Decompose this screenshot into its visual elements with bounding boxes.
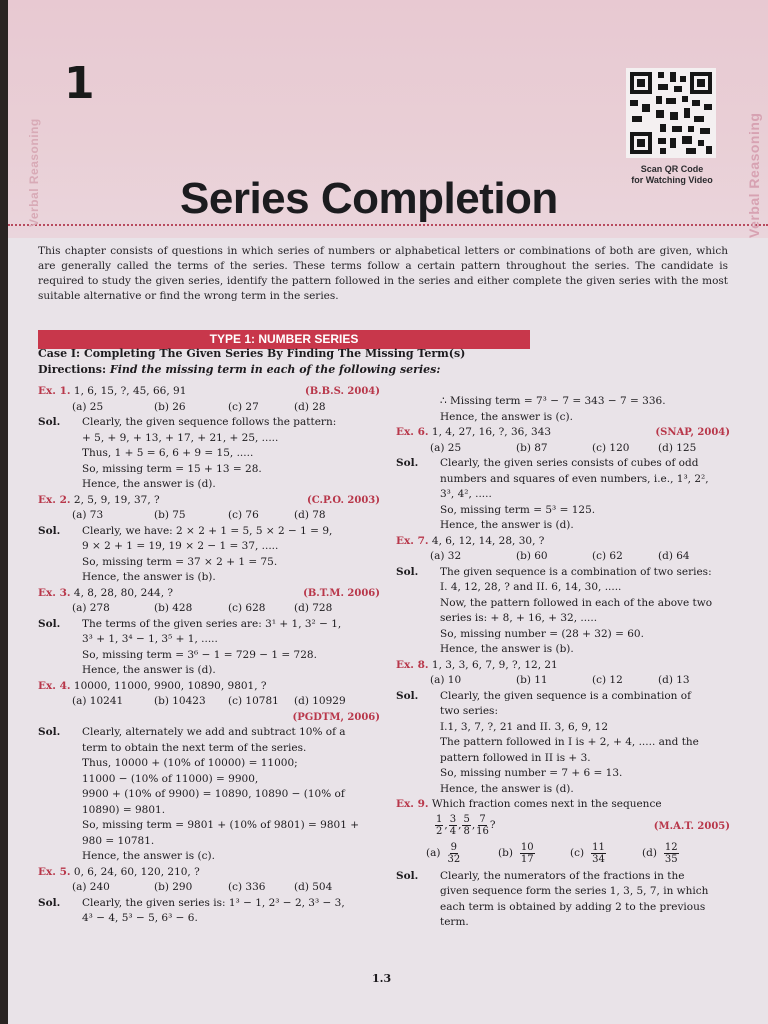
answer-option: (c) 12	[592, 674, 623, 686]
fraction	[664, 842, 679, 865]
solution-text: pattern followed in II is + 3.	[440, 751, 591, 764]
header-divider	[8, 224, 768, 226]
answer-option: (d) 125	[658, 441, 697, 454]
solution-line	[38, 415, 380, 431]
page-number: 1.3	[372, 972, 392, 985]
solution-label: Sol.	[38, 617, 61, 630]
solution-step	[396, 900, 730, 916]
solution-step	[38, 741, 380, 757]
question-mark: ?	[489, 818, 496, 831]
qr-code-icon[interactable]	[626, 68, 716, 158]
answer-option: (d) 13	[658, 674, 690, 686]
answer-option: (b) 428	[154, 602, 193, 614]
fraction-numerator: 3	[449, 814, 457, 825]
solution-line	[38, 725, 380, 741]
fraction-numerator: 7	[479, 814, 486, 825]
solution-step	[396, 704, 730, 720]
solution-text: series is: + 8, + 16, + 32, .....	[440, 612, 598, 624]
solution-step	[396, 642, 730, 658]
solution-text: Clearly, the given series is: 1³ − 1, 2³ − 2, 3³ − 3,	[82, 896, 345, 909]
solution-step	[38, 446, 380, 462]
fraction-numerator: 5	[463, 814, 470, 825]
example-label: Ex. 2.	[38, 493, 71, 506]
solution-step	[38, 570, 380, 586]
example-label: Ex. 7.	[396, 534, 429, 547]
solution-step	[38, 756, 380, 772]
answer-option: (c) 76	[228, 509, 259, 521]
fraction-numerator: 10	[520, 842, 534, 853]
solution-text: Thus, 10000 + (10% of 10000) = 11000;	[82, 757, 298, 769]
fraction-denominator: 8	[463, 826, 470, 837]
solution-label: Sol.	[396, 869, 419, 882]
solution-text: 4³ − 4, 5³ − 5, 6³ − 6.	[82, 912, 198, 924]
solution-step	[38, 663, 380, 679]
fraction-denominator: 35	[664, 854, 678, 865]
solution-step	[396, 735, 730, 751]
solution-line	[396, 565, 730, 581]
solution-text: So, missing number = 7 + 6 = 13.	[440, 767, 623, 779]
answer-option: (b) 10423	[154, 695, 206, 707]
solution-step	[38, 834, 380, 850]
fraction	[591, 842, 606, 865]
fraction-sequence: $\frac{1}{2}$ , $\frac{3}{4}$ , $\frac{5}{8}$ , $\frac{7}{16}$ ? (M.A.T. 2005)	[436, 814, 730, 837]
answer-option: (a) 25	[72, 400, 104, 413]
example-question	[396, 658, 730, 674]
solution-text: Hence, the answer is (d).	[82, 478, 216, 490]
solution-step	[38, 911, 380, 927]
solution-step	[396, 884, 730, 900]
solution-text: + 5, + 9, + 13, + 17, + 21, + 25, .....	[82, 431, 279, 444]
case-heading: Case I: Completing The Given Series By Finding The Missing Term(s)	[38, 347, 466, 360]
solution-text: Clearly, the given sequence is a combination of	[440, 689, 691, 702]
solution-text: So, missing term = 5³ = 125.	[440, 503, 596, 516]
solution-step	[396, 503, 730, 519]
solution-label: Sol.	[396, 565, 419, 578]
example-question	[396, 797, 730, 813]
solution-text: Clearly, the numerators of the fractions in the	[440, 869, 685, 882]
solution-label: Sol.	[396, 457, 419, 469]
side-label-right: Verbal Reasoning	[746, 112, 762, 238]
solution-text: Clearly, the given sequence follows the pattern:	[82, 416, 337, 428]
fraction-denominator: 2	[436, 826, 443, 837]
example-question	[38, 493, 380, 509]
source-reference: (B.T.M. 2006)	[303, 587, 380, 599]
answer-options	[38, 694, 380, 710]
answer-options	[38, 508, 380, 524]
solution-label: Sol.	[38, 524, 61, 537]
option-label: (d)	[642, 846, 657, 859]
fraction-denominator: 16	[476, 826, 489, 837]
solution-step	[38, 462, 380, 478]
solution-text: given sequence form the series 1, 3, 5, 7, in which	[440, 885, 709, 897]
solution-text: 9 × 2 + 1 = 19, 19 × 2 − 1 = 37, .....	[82, 540, 279, 552]
example-label: Ex. 4.	[38, 679, 71, 692]
example-series: 1, 6, 15, ?, 45, 66, 91	[73, 385, 187, 397]
solution-text: Now, the pattern followed in each of the above two	[440, 596, 713, 609]
answer-option: (a) 32	[430, 550, 462, 562]
answer-option: (c) 10781	[228, 695, 279, 707]
solution-text: Hence, the answer is (c).	[440, 410, 573, 423]
book-page	[8, 0, 768, 1024]
solution-line	[38, 524, 380, 540]
fraction-denominator: 4	[449, 826, 457, 837]
example-label: Ex. 5.	[38, 865, 71, 878]
solution-step	[396, 410, 730, 426]
example-label: Ex. 8.	[396, 658, 429, 671]
chapter-title: Series Completion	[180, 174, 558, 223]
answer-options	[396, 549, 730, 565]
example-series: 10000, 11000, 9900, 10890, 9801, ?	[73, 679, 267, 692]
solution-text: Hence, the answer is (c).	[82, 850, 215, 862]
solution-step	[38, 648, 380, 664]
solution-text: 9900 + (10% of 9900) = 10890, 10890 − (10% of	[82, 788, 345, 800]
solution-step	[38, 849, 380, 865]
solution-step	[38, 632, 380, 648]
answer-option: (b) 290	[154, 881, 193, 893]
answer-option	[498, 842, 570, 865]
fraction-numerator: 11	[592, 842, 605, 853]
answer-options	[396, 839, 730, 869]
solution-line	[396, 456, 730, 472]
qr-caption-line2: for Watching Video	[631, 175, 713, 185]
answer-options	[396, 441, 730, 457]
solution-line	[396, 869, 730, 885]
answer-option: (b) 11	[516, 674, 548, 686]
answer-option	[570, 842, 642, 865]
solution-step	[396, 472, 730, 488]
example-label: Ex. 1.	[38, 385, 71, 397]
example-series: 4, 6, 12, 14, 28, 30, ?	[431, 534, 545, 547]
example-series: Which fraction comes next in the sequence	[431, 798, 662, 810]
solution-label: Sol.	[38, 726, 61, 738]
answer-option: (b) 87	[516, 441, 548, 454]
example-question	[38, 679, 380, 695]
answer-option: (a) 240	[72, 881, 110, 893]
solution-text: So, missing number = (28 + 32) = 60.	[440, 627, 644, 640]
directions	[38, 362, 738, 377]
fraction	[447, 842, 460, 865]
answer-option: (d) 78	[294, 509, 326, 521]
solution-step	[38, 539, 380, 555]
answer-option: (c) 336	[228, 881, 266, 893]
example-series: 1, 3, 3, 6, 7, 9, ?, 12, 21	[431, 658, 558, 671]
example-question	[38, 865, 380, 881]
option-label: (b)	[498, 846, 513, 859]
solution-step	[396, 782, 730, 798]
example-series: 0, 6, 24, 60, 120, 210, ?	[73, 865, 200, 878]
example-label: Ex. 6.	[396, 426, 429, 438]
answer-option: (c) 27	[228, 400, 259, 413]
fraction	[520, 842, 535, 865]
qr-caption	[612, 164, 732, 186]
solution-step	[396, 487, 730, 503]
example-question	[38, 384, 380, 400]
solution-text: Hence, the answer is (b).	[82, 571, 216, 583]
solution-text: The terms of the given series are: 3¹ + 1, 3² − 1,	[82, 617, 342, 630]
fraction	[476, 814, 489, 837]
source-line	[38, 710, 380, 726]
solution-step	[396, 611, 730, 627]
solution-step	[38, 803, 380, 819]
solution-step	[396, 596, 730, 612]
answer-option	[642, 842, 714, 865]
example-label: Ex. 9.	[396, 798, 429, 810]
solution-text: Clearly, we have: 2 × 2 + 1 = 5, 5 × 2 − 1 = 9,	[82, 524, 333, 537]
solution-text: So, missing term = 15 + 13 = 28.	[82, 462, 262, 475]
solution-step	[38, 818, 380, 834]
example-series: 1, 4, 27, 16, ?, 36, 343	[431, 426, 552, 438]
answer-options	[38, 880, 380, 896]
solution-step	[38, 772, 380, 788]
solution-text: 11000 − (10% of 11000) = 9900,	[82, 772, 259, 785]
answer-option: (c) 62	[592, 550, 623, 562]
solution-text: So, missing term = 37 × 2 + 1 = 75.	[82, 555, 278, 568]
solution-text: Hence, the answer is (d).	[440, 519, 574, 531]
solution-text: Clearly, the given series consists of cubes of odd	[440, 457, 699, 469]
option-label: (c)	[570, 846, 585, 859]
solution-text: I. 4, 12, 28, ? and II. 6, 14, 30, .....	[440, 581, 622, 593]
example-question	[396, 534, 730, 550]
source-reference: (M.A.T. 2005)	[653, 820, 730, 832]
solution-step	[38, 431, 380, 447]
solution-label: Sol.	[38, 896, 61, 909]
example-series: 4, 8, 28, 80, 244, ?	[73, 586, 174, 599]
solution-text: So, missing term = 3⁶ − 1 = 729 − 1 = 728.	[82, 648, 317, 661]
answer-option: (d) 728	[294, 602, 333, 614]
solution-text: 3³ + 1, 3⁴ − 1, 3⁵ + 1, .....	[82, 633, 218, 645]
intro-paragraph: This chapter consists of questions in which series of numbers or alphabetical letters or combinations of both are given, which are generally called the terms of the series. These terms follow a certain pattern throughout the series. The candidate is required to study the given series, identify the pattern followed in the series and either complete the given series with the most suitable alternative or find the wrong term in the series.	[38, 245, 728, 302]
solution-line	[396, 689, 730, 705]
solution-step	[396, 751, 730, 767]
answer-option: (d) 10929	[294, 695, 346, 707]
solution-text: numbers and squares of even numbers, i.e., 1³, 2²,	[440, 472, 709, 485]
answer-option: (a) 10	[430, 674, 462, 686]
fraction-numerator: 9	[450, 842, 457, 853]
answer-option: (b) 75	[154, 509, 186, 521]
answer-options	[38, 400, 380, 416]
source-reference: (C.P.O. 2003)	[307, 494, 380, 506]
solution-step	[38, 787, 380, 803]
solution-text: I.1, 3, 7, ?, 21 and II. 3, 6, 9, 12	[440, 720, 609, 733]
example-question	[396, 425, 730, 441]
solution-label: Sol.	[38, 416, 61, 428]
option-label: (a)	[426, 846, 441, 859]
answer-option: (a) 10241	[72, 695, 124, 707]
solution-text: each term is obtained by adding 2 to the previous	[440, 900, 706, 913]
solution-line	[38, 896, 380, 912]
answer-option: (d) 64	[658, 550, 690, 562]
source-reference: (B.B.S. 2004)	[305, 386, 380, 397]
example-question	[38, 586, 380, 602]
solution-text: 10890) = 9801.	[82, 803, 166, 816]
solution-label: Sol.	[396, 689, 419, 702]
answer-option: (b) 26	[154, 400, 186, 413]
fraction	[462, 814, 470, 837]
solution-step	[396, 580, 730, 596]
side-label-left: Verbal Reasoning	[27, 118, 41, 227]
answer-option: (a) 25	[430, 441, 462, 454]
example-label: Ex. 3.	[38, 586, 71, 599]
left-column	[38, 384, 380, 927]
solution-text: The pattern followed in I is + 2, + 4, ..... and the	[440, 736, 699, 748]
solution-step	[38, 477, 380, 493]
answer-option: (b) 60	[516, 550, 548, 562]
solution-text: The given sequence is a combination of two series:	[440, 565, 712, 578]
answer-options	[38, 601, 380, 617]
solution-step	[396, 720, 730, 736]
fraction-denominator: 32	[447, 854, 461, 865]
fraction-numerator: 12	[664, 842, 678, 853]
fraction	[449, 814, 457, 837]
solution-text: Hence, the answer is (d).	[440, 782, 574, 795]
answer-option	[426, 842, 498, 865]
solution-text: Hence, the answer is (b).	[440, 643, 574, 655]
answer-option: (d) 504	[294, 881, 333, 893]
solution-text: term.	[440, 916, 469, 928]
answer-options	[396, 673, 730, 689]
fraction-numerator: 1	[436, 814, 443, 825]
solution-text: two series:	[440, 705, 498, 717]
source-reference: (SNAP, 2004)	[655, 427, 730, 438]
fraction	[435, 814, 443, 837]
solution-text: Hence, the answer is (d).	[82, 664, 216, 676]
solution-text: Clearly, alternately we add and subtract 10% of a	[82, 726, 346, 738]
solution-line	[38, 617, 380, 633]
solution-step	[396, 627, 730, 643]
solution-step	[396, 766, 730, 782]
directions-label: Directions:	[38, 363, 107, 376]
solution-text: term to obtain the next term of the series.	[82, 741, 307, 754]
qr-caption-line1: Scan QR Code	[640, 164, 704, 174]
fraction-denominator: 17	[520, 854, 534, 865]
solution-step	[396, 394, 730, 410]
answer-option: (c) 120	[592, 441, 630, 454]
solution-text: So, missing term = 9801 + (10% of 9801) = 9801 +	[82, 819, 360, 831]
source-reference: (PGDTM, 2006)	[292, 711, 380, 723]
fraction-denominator: 34	[592, 854, 605, 865]
solution-step	[38, 555, 380, 571]
answer-option: (a) 73	[72, 509, 104, 521]
chapter-number: 1	[64, 58, 95, 109]
directions-text: Find the missing term in each of the following series:	[109, 363, 441, 376]
answer-option: (a) 278	[72, 602, 110, 614]
solution-text: 3³, 4², .....	[440, 488, 492, 500]
solution-text: 980 = 10781.	[82, 834, 155, 847]
right-column	[396, 394, 730, 931]
solution-text: ∴ Missing term = 7³ − 7 = 343 − 7 = 336.	[440, 395, 666, 407]
type-banner: TYPE 1: NUMBER SERIES	[38, 330, 530, 349]
example-series: 2, 5, 9, 19, 37, ?	[73, 493, 160, 506]
answer-option: (d) 28	[294, 400, 326, 413]
solution-step	[396, 518, 730, 534]
solution-text: Thus, 1 + 5 = 6, 6 + 9 = 15, .....	[82, 447, 254, 459]
answer-option: (c) 628	[228, 602, 266, 614]
solution-step	[396, 915, 730, 931]
